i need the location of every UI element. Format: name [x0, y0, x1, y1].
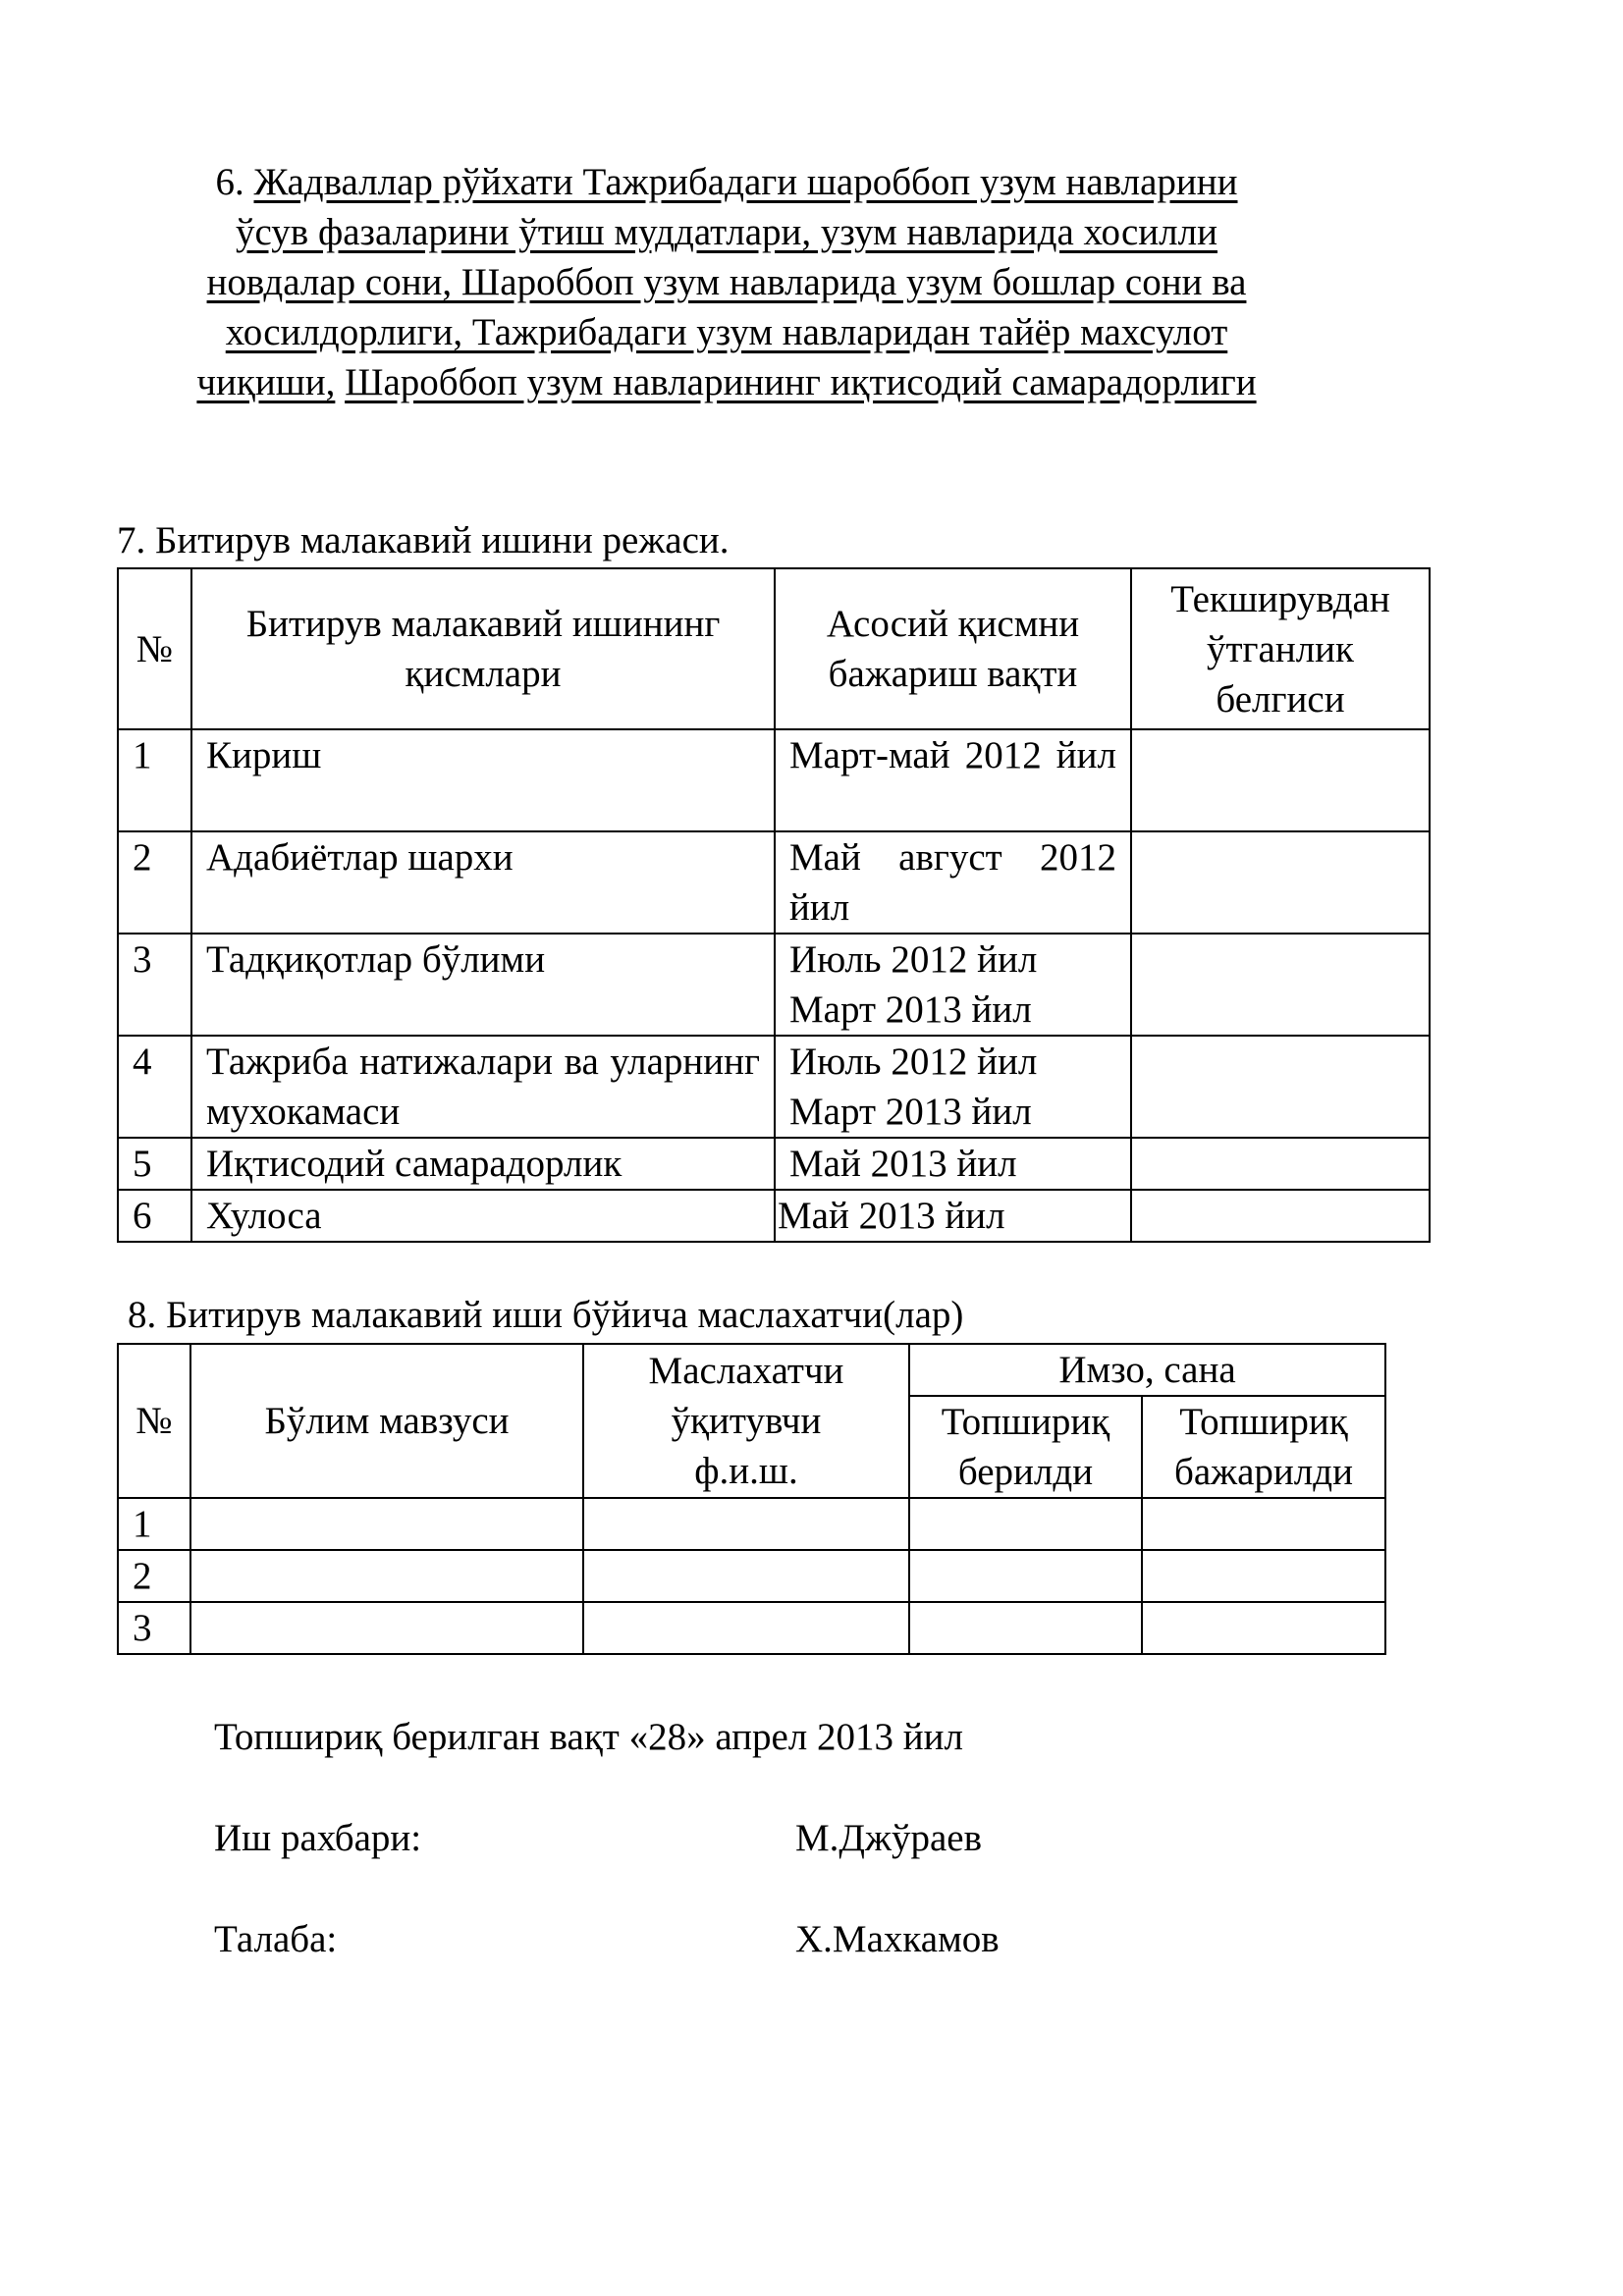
section-6-line-2: ўсув фазаларини ўтиш муддатлари, узум навларида хосилли	[236, 211, 1217, 253]
supervisor-name: М.Джўраев	[795, 1817, 983, 1859]
col-header-done: Топшириқ бажарилди	[1142, 1396, 1385, 1498]
consultants-table	[117, 1343, 1386, 1655]
supervisor-label: Иш рахбари:	[214, 1817, 422, 1859]
row-part: Хулоса	[191, 1190, 775, 1242]
row-topic	[190, 1498, 583, 1550]
assignment-date: Топшириқ берилган вақт «28» апрел 2013 йил	[214, 1716, 963, 1758]
table-row	[118, 934, 1430, 1036]
col-header-consultant: Маслахатчи ўқитувчи ф.и.ш.	[583, 1344, 909, 1498]
row-num: 3	[118, 934, 191, 1036]
section-6-number: 6.	[215, 161, 244, 203]
row-check	[1131, 1190, 1430, 1242]
row-time: Март-май 2012 йил	[775, 729, 1131, 831]
row-done	[1142, 1550, 1385, 1602]
table-row	[118, 1550, 1385, 1602]
table-row	[118, 1498, 1385, 1550]
row-topic	[190, 1602, 583, 1654]
student-label: Талаба:	[214, 1918, 338, 1960]
table-row	[118, 1036, 1430, 1138]
row-time: Май 2013 йил	[775, 1138, 1131, 1190]
row-num: 2	[118, 1550, 190, 1602]
row-check	[1131, 1138, 1430, 1190]
table-row	[118, 1602, 1385, 1654]
col-header-sign: Имзо, сана	[909, 1344, 1385, 1396]
row-num: 6	[118, 1190, 191, 1242]
row-check	[1131, 831, 1430, 934]
student-name: Х.Махкамов	[795, 1918, 1000, 1960]
row-topic	[190, 1550, 583, 1602]
row-done	[1142, 1602, 1385, 1654]
section-6-line-4: хосилдорлиги, Тажрибадаги узум навларидан тайёр махсулот	[225, 311, 1228, 353]
row-time: Май август 2012 йил	[775, 831, 1131, 934]
section-6-table-list	[108, 157, 1345, 407]
row-check	[1131, 729, 1430, 831]
row-consultant	[583, 1498, 909, 1550]
table-row	[118, 1138, 1430, 1190]
row-part: Тадқиқотлар бўлими	[191, 934, 775, 1036]
row-check	[1131, 1036, 1430, 1138]
col-header-topic: Бўлим мавзуси	[190, 1344, 583, 1498]
table-row	[118, 831, 1430, 934]
row-num: 3	[118, 1602, 190, 1654]
table-row	[118, 729, 1430, 831]
row-given	[909, 1602, 1142, 1654]
row-num: 4	[118, 1036, 191, 1138]
row-time: Июль 2012 йил Март 2013 йил	[775, 1036, 1131, 1138]
col-header-parts: Битирув малакавий ишининг қисмлари	[191, 568, 775, 729]
section-6-line-3: новдалар сони, Шароббоп узум навларида узум бошлар сони ва	[206, 261, 1247, 303]
row-given	[909, 1550, 1142, 1602]
col-header-given: Топшириқ берилди	[909, 1396, 1142, 1498]
work-plan-table	[117, 567, 1431, 1243]
row-consultant	[583, 1550, 909, 1602]
section-7-heading: 7. Битирув малакавий ишини режаси.	[117, 519, 730, 561]
row-num: 2	[118, 831, 191, 934]
section-6-line-5a: чиқиши,	[196, 361, 336, 403]
section-8-heading: 8. Битирув малакавий иши бўйича маслахатчи(лар)	[128, 1294, 964, 1336]
row-part: Тажриба натижалари ва уларнинг мухокамаси	[191, 1036, 775, 1138]
row-part: Адабиётлар шархи	[191, 831, 775, 934]
row-done	[1142, 1498, 1385, 1550]
table-row	[118, 1190, 1430, 1242]
col-header-num: №	[118, 1344, 190, 1498]
row-time: Июль 2012 йил Март 2013 йил	[775, 934, 1131, 1036]
col-header-check: Текширувдан ўтганлик белгиси	[1131, 568, 1430, 729]
table-header-row	[118, 1344, 1385, 1396]
row-time: Май 2013 йил	[775, 1190, 1131, 1242]
col-header-num: №	[118, 568, 191, 729]
row-given	[909, 1498, 1142, 1550]
section-6-line-5b: Шароббоп узум навларининг иқтисодий самарадорлиги	[345, 361, 1257, 403]
row-part: Иқтисодий самарадорлик	[191, 1138, 775, 1190]
row-num: 5	[118, 1138, 191, 1190]
row-num: 1	[118, 1498, 190, 1550]
row-num: 1	[118, 729, 191, 831]
row-check	[1131, 934, 1430, 1036]
row-consultant	[583, 1602, 909, 1654]
row-part: Кириш	[191, 729, 775, 831]
col-header-time: Асосий қисмни бажариш вақти	[775, 568, 1131, 729]
table-header-row	[118, 568, 1430, 729]
section-6-line-1: Жадваллар рўйхати Тажрибадаги шароббоп узум навларини	[253, 161, 1238, 203]
